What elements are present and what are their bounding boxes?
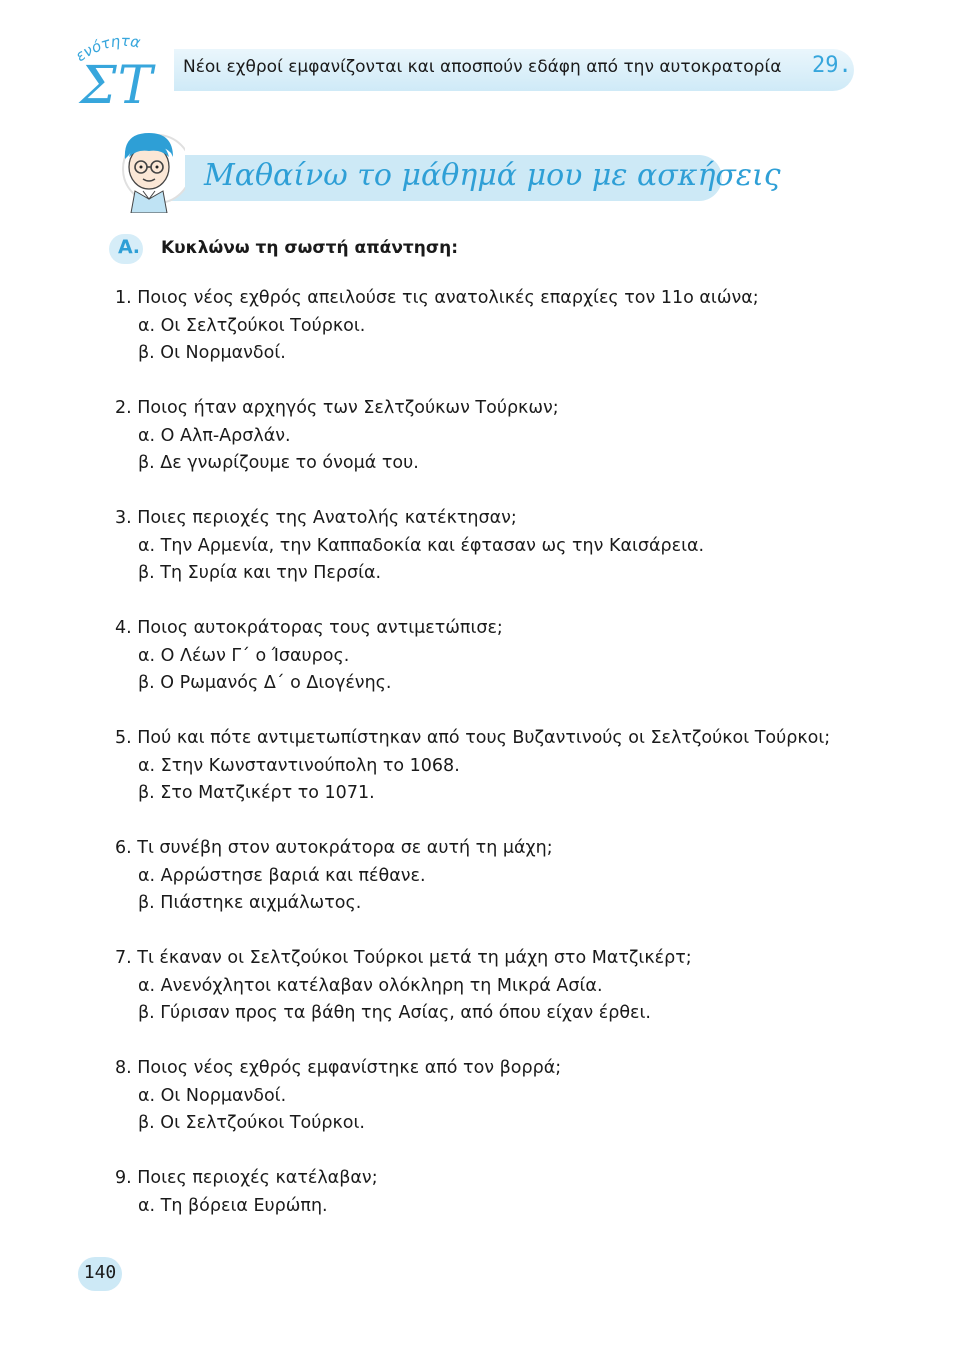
chapter-title: Νέοι εχθροί εμφανίζονται και αποσπούν εδάφη από την αυτοκρατορία: [183, 57, 782, 77]
question-item: [115, 505, 905, 588]
question-text: 3. Ποιες περιοχές της Ανατολής κατέκτησαν;: [115, 508, 517, 528]
answer-option-b[interactable]: β. Τη Συρία και την Περσία.: [138, 563, 382, 583]
answer-option-a[interactable]: α. Οι Σελτζούκοι Τούρκοι.: [138, 315, 366, 336]
question-text: 9. Ποιες περιοχές κατέλαβαν;: [115, 1168, 378, 1188]
question-text: 7. Τι έκαναν οι Σελτζούκοι Τούρκοι μετά τη μάχη στο Ματζικέρτ;: [115, 948, 692, 968]
section-letter: Α.: [118, 236, 140, 258]
svg-text:ενότητα: ενότητα: [72, 31, 142, 66]
question-text: 4. Ποιος αυτοκράτορας τους αντιμετώπισε;: [115, 618, 503, 638]
answer-option-b[interactable]: β. Γύρισαν προς τα βάθη της Ασίας, από όπου είχαν έρθει.: [138, 1003, 651, 1023]
question-item: [115, 1165, 905, 1220]
answer-option-b[interactable]: β. Στο Ματζικέρτ το 1071.: [138, 783, 375, 803]
question-item: [115, 285, 905, 368]
section-title: Κυκλώνω τη σωστή απάντηση:: [161, 238, 459, 258]
question-list: [115, 285, 905, 1248]
answer-option-a[interactable]: α. Τη βόρεια Ευρώπη.: [138, 1195, 328, 1216]
banner-title: Μαθαίνω το μάθημά μου με ασκήσεις: [204, 158, 781, 193]
answer-option-a[interactable]: α. Στην Κωνσταντινούπολη το 1068.: [138, 755, 460, 776]
answer-option-a[interactable]: α. Ο Αλπ-Αρσλάν.: [138, 425, 291, 446]
answer-option-a[interactable]: α. Ο Λέων Γ΄ ο Ίσαυρος.: [138, 645, 350, 666]
question-item: [115, 725, 905, 808]
question-item: [115, 1055, 905, 1138]
page-number: 140: [83, 1262, 117, 1283]
question-item: [115, 945, 905, 1028]
answer-option-b[interactable]: β. Οι Σελτζούκοι Τούρκοι.: [138, 1113, 365, 1133]
question-text: 5. Πού και πότε αντιμετωπίστηκαν από τους Βυζαντινούς οι Σελτζούκοι Τούρκοι;: [115, 728, 831, 748]
answer-option-a[interactable]: α. Αρρώστησε βαριά και πέθανε.: [138, 865, 426, 886]
answer-option-b[interactable]: β. Οι Νορμανδοί.: [138, 343, 286, 363]
answer-option-b[interactable]: β. Δε γνωρίζουμε το όνομά του.: [138, 453, 419, 473]
answer-option-a[interactable]: α. Οι Νορμανδοί.: [138, 1085, 287, 1106]
question-text: 8. Ποιος νέος εχθρός εμφανίστηκε από τον βορρά;: [115, 1058, 562, 1078]
answer-option-a[interactable]: α. Την Αρμενία, την Καππαδοκία και έφτασαν ως την Καισάρεια.: [138, 535, 705, 556]
question-item: [115, 395, 905, 478]
question-item: [115, 615, 905, 698]
answer-option-b[interactable]: β. Πιάστηκε αιχμάλωτος.: [138, 893, 362, 913]
student-avatar-icon: [111, 129, 185, 213]
answer-option-b[interactable]: β. Ο Ρωμανός Δ΄ ο Διογένης.: [138, 673, 392, 693]
question-item: [115, 835, 905, 918]
question-text: 2. Ποιος ήταν αρχηγός των Σελτζούκων Τούρκων;: [115, 398, 559, 418]
chapter-number: 29.: [812, 53, 852, 78]
unit-letters: ΣΤ: [80, 56, 154, 116]
answer-option-a[interactable]: α. Ανενόχλητοι κατέλαβαν ολόκληρη τη Μικρά Ασία.: [138, 975, 603, 996]
question-text: 1. Ποιος νέος εχθρός απειλούσε τις ανατολικές επαρχίες τον 11ο αιώνα;: [115, 288, 759, 308]
question-text: 6. Τι συνέβη στον αυτοκράτορα σε αυτή τη μάχη;: [115, 838, 553, 858]
